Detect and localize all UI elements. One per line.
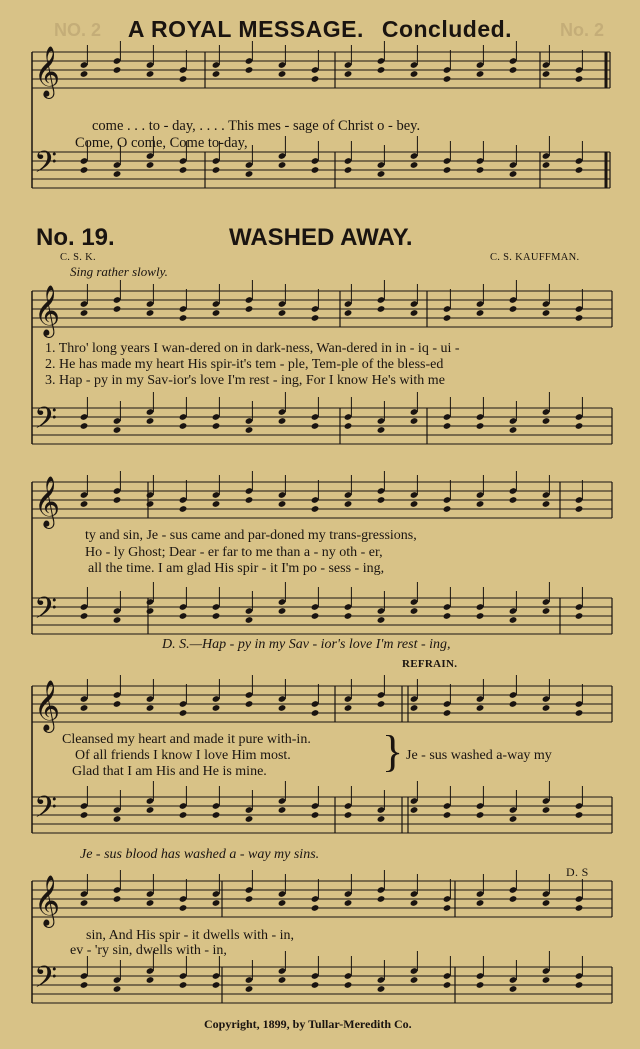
notehead: [509, 895, 518, 903]
notehead: [344, 309, 353, 317]
copyright: Copyright, 1899, by Tullar-Meredith Co.: [204, 1017, 412, 1031]
concluded-label: Concluded.: [381, 16, 513, 42]
notehead: [443, 422, 452, 430]
notehead: [212, 500, 221, 508]
notehead: [113, 170, 122, 178]
notehead: [377, 815, 386, 823]
verse-1-line-2: ty and sin, Je - sus came and par-doned my trans-gressions,: [85, 528, 417, 543]
notehead: [113, 895, 122, 903]
notehead: [245, 700, 254, 708]
notehead: [311, 811, 320, 819]
notehead: [542, 417, 551, 425]
bass-clef: 𝄢: [34, 592, 58, 633]
notehead: [443, 314, 452, 322]
notehead: [410, 161, 419, 169]
notehead: [344, 500, 353, 508]
words-credit: C. S. K.: [60, 252, 96, 263]
notehead: [344, 422, 353, 430]
notehead: [278, 309, 287, 317]
notehead: [212, 166, 221, 174]
notehead: [575, 166, 584, 174]
treble-clef: 𝄞: [34, 680, 61, 731]
refrain-line-1: Je - sus washed a-way my: [406, 748, 552, 763]
notehead: [146, 309, 155, 317]
notehead: [311, 314, 320, 322]
concluded-title-text: A ROYAL MESSAGE.: [127, 16, 364, 42]
notehead: [245, 426, 254, 434]
notehead: [146, 417, 155, 425]
notehead: [245, 170, 254, 178]
notehead: [410, 899, 419, 907]
notehead: [509, 815, 518, 823]
notehead: [509, 426, 518, 434]
notehead: [509, 616, 518, 624]
notehead: [179, 505, 188, 513]
notehead: [509, 496, 518, 504]
notehead: [245, 616, 254, 624]
notehead: [179, 904, 188, 912]
verse-3-line-3: Glad that I am His and He is mine.: [72, 764, 267, 779]
notehead: [179, 422, 188, 430]
notehead: [113, 305, 122, 313]
notehead: [278, 500, 287, 508]
notehead: [542, 70, 551, 78]
hymn-title: WASHED AWAY.: [229, 224, 413, 251]
notehead: [80, 166, 89, 174]
ds-mark: D. S: [566, 865, 589, 879]
notehead: [113, 616, 122, 624]
notehead: [278, 806, 287, 814]
notehead: [410, 500, 419, 508]
notehead: [377, 895, 386, 903]
notehead: [377, 426, 386, 434]
notehead: [344, 811, 353, 819]
notehead: [245, 305, 254, 313]
notehead: [542, 806, 551, 814]
notehead: [179, 166, 188, 174]
notehead: [212, 704, 221, 712]
bass-clef: 𝄢: [34, 402, 58, 443]
notehead: [509, 170, 518, 178]
notehead: [542, 704, 551, 712]
notehead: [146, 704, 155, 712]
notehead: [344, 704, 353, 712]
music-credit: C. S. KAUFFMAN.: [490, 252, 580, 263]
notehead: [311, 422, 320, 430]
notehead: [377, 496, 386, 504]
verse-1-line-3: Cleansed my heart and made it pure with-in.: [62, 732, 311, 747]
notehead: [410, 976, 419, 984]
treble-clef: 𝄞: [34, 476, 61, 527]
notehead: [311, 166, 320, 174]
notehead: [278, 704, 287, 712]
tempo-marking: Sing rather slowly.: [70, 264, 168, 279]
notehead: [179, 314, 188, 322]
notehead: [245, 895, 254, 903]
notehead: [443, 709, 452, 717]
notehead: [575, 981, 584, 989]
notehead: [476, 811, 485, 819]
notehead: [575, 505, 584, 513]
notehead: [410, 607, 419, 615]
notehead: [146, 806, 155, 814]
notehead: [575, 811, 584, 819]
notehead: [542, 976, 551, 984]
notehead: [278, 899, 287, 907]
verse-2-line-1: 2. He has made my heart His spir-it's tem - ple, Tem-ple of the bless-ed: [45, 357, 444, 372]
bass-clef: 𝄢: [34, 146, 58, 187]
notehead: [113, 496, 122, 504]
treble-clef: 𝄞: [34, 46, 61, 97]
notehead: [80, 422, 89, 430]
notehead: [179, 612, 188, 620]
notehead: [476, 981, 485, 989]
notehead: [443, 505, 452, 513]
notehead: [410, 806, 419, 814]
notehead: [410, 417, 419, 425]
bass-clef: 𝄢: [34, 961, 58, 1002]
notehead: [542, 500, 551, 508]
notehead: [80, 70, 89, 78]
bass-lyric: Je - sus blood has washed a - way my sins.: [80, 847, 320, 862]
verse-brace: }: [382, 727, 404, 776]
notehead: [113, 815, 122, 823]
verse-3-line-2: all the time. I am glad His spir - it I'm po - sess - ing,: [88, 561, 385, 576]
notehead: [212, 899, 221, 907]
notehead: [245, 985, 254, 993]
refrain-label: REFRAIN.: [402, 658, 458, 670]
notehead: [146, 500, 155, 508]
notehead: [377, 700, 386, 708]
notehead: [311, 904, 320, 912]
notehead: [344, 70, 353, 78]
notehead: [476, 166, 485, 174]
notehead: [344, 612, 353, 620]
royal-lyric-line-2: Come, O come, Come to-day,: [75, 135, 248, 151]
notehead: [278, 417, 287, 425]
verse-2-line-3: Of all friends I know I love Him most.: [75, 748, 291, 763]
notehead: [113, 985, 122, 993]
notehead: [146, 899, 155, 907]
notehead: [113, 66, 122, 74]
notehead: [542, 161, 551, 169]
notehead: [80, 981, 89, 989]
notehead: [410, 309, 419, 317]
notehead: [377, 985, 386, 993]
notehead: [212, 612, 221, 620]
notehead: [509, 305, 518, 313]
notehead: [80, 612, 89, 620]
notehead: [146, 161, 155, 169]
notehead: [443, 904, 452, 912]
bass-clef: 𝄢: [34, 791, 58, 832]
notehead: [311, 612, 320, 620]
notehead: [179, 709, 188, 717]
notehead: [311, 75, 320, 83]
notehead: [575, 422, 584, 430]
notehead: [575, 612, 584, 620]
notehead: [311, 981, 320, 989]
notehead: [410, 704, 419, 712]
notehead: [311, 709, 320, 717]
last-line-2: ev - 'ry sin, dwells with - in,: [70, 943, 227, 958]
verse-1-line-1: 1. Thro' long years I wan-dered on in dark-ness, Wan-dered in in - iq - ui -: [45, 341, 460, 356]
notehead: [443, 811, 452, 819]
notehead: [476, 422, 485, 430]
notehead: [377, 616, 386, 624]
notehead: [245, 496, 254, 504]
verse-2-line-2: Ho - ly Ghost; Dear - er far to me than a - ny oth - er,: [85, 545, 383, 560]
notehead: [575, 709, 584, 717]
notehead: [146, 70, 155, 78]
notehead: [212, 70, 221, 78]
notehead: [575, 75, 584, 83]
treble-clef: 𝄞: [34, 285, 61, 336]
notehead: [179, 981, 188, 989]
notehead: [443, 981, 452, 989]
notehead: [146, 607, 155, 615]
notehead: [509, 700, 518, 708]
last-line-1: sin, And His spir - it dwells with - in,: [86, 928, 295, 943]
notehead: [476, 612, 485, 620]
notehead: [443, 75, 452, 83]
notehead: [245, 66, 254, 74]
notehead: [443, 166, 452, 174]
notehead: [80, 811, 89, 819]
notehead: [146, 976, 155, 984]
notehead: [278, 976, 287, 984]
verse-3-line-1: 3. Hap - py in my Sav-ior's love I'm rest - ing, For I know He's with me: [45, 373, 445, 388]
notehead: [179, 75, 188, 83]
notehead: [212, 422, 221, 430]
notehead: [113, 426, 122, 434]
notehead: [80, 704, 89, 712]
treble-clef: 𝄞: [34, 875, 61, 926]
bleed-through-left: NO. 2: [54, 20, 102, 40]
notehead: [575, 314, 584, 322]
notehead: [80, 500, 89, 508]
notehead: [344, 899, 353, 907]
notehead: [245, 815, 254, 823]
notehead: [212, 981, 221, 989]
notehead: [575, 904, 584, 912]
notehead: [377, 170, 386, 178]
notehead: [443, 612, 452, 620]
notehead: [278, 70, 287, 78]
notehead: [509, 985, 518, 993]
notehead: [80, 899, 89, 907]
notehead: [344, 981, 353, 989]
notehead: [476, 704, 485, 712]
notehead: [311, 505, 320, 513]
notehead: [113, 700, 122, 708]
notehead: [542, 607, 551, 615]
notehead: [377, 305, 386, 313]
notehead: [476, 309, 485, 317]
notehead: [278, 161, 287, 169]
notehead: [377, 66, 386, 74]
notehead: [179, 811, 188, 819]
hymn-number: No. 19.: [36, 224, 115, 251]
notehead: [410, 70, 419, 78]
notehead: [212, 811, 221, 819]
notehead: [344, 166, 353, 174]
notehead: [509, 66, 518, 74]
notehead: [212, 309, 221, 317]
royal-lyric-line-1: come . . . to - day, . . . . This mes - sage of Christ o - bey.: [92, 118, 421, 134]
notehead: [80, 309, 89, 317]
bleed-through-right: No. 2: [560, 20, 605, 40]
notehead: [476, 500, 485, 508]
notehead: [278, 607, 287, 615]
notehead: [476, 899, 485, 907]
notehead: [476, 70, 485, 78]
notehead: [542, 309, 551, 317]
da-capo-line: D. S.—Hap - py in my Sav - ior's love I'm rest - ing,: [162, 637, 451, 652]
notehead: [542, 899, 551, 907]
